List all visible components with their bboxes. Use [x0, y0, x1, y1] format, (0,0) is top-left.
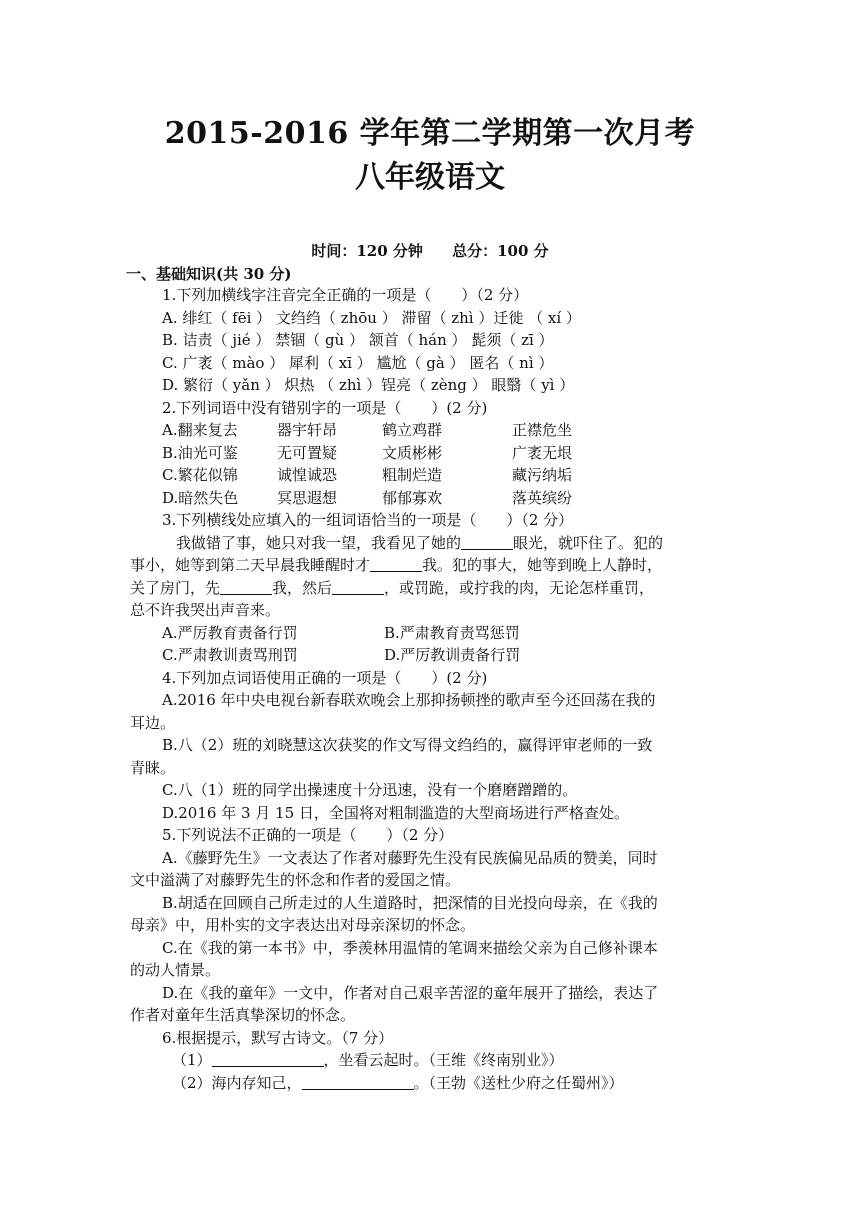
word: 正襟危坐: [512, 421, 573, 439]
text: 。（王勃《送杜少府之任蜀州》）: [413, 1073, 624, 1092]
word: 文质彬彬: [382, 443, 443, 462]
q3-passage-line2: [130, 554, 730, 577]
fill-blank: [461, 535, 513, 550]
q4-option-c: C.八（1）班的同学出操速度十分迅速，没有一个磨磨蹭蹭的。: [162, 781, 578, 799]
text: 我做错了事，她只对我一望，我看见了她的: [176, 533, 462, 552]
q5-option-c-cont: 的动人情景。: [130, 961, 221, 979]
q4-option-a-cont: 耳边。: [130, 713, 176, 732]
q6-line1: [130, 1049, 730, 1072]
word: A.翻来复去: [162, 421, 238, 439]
exam-subtitle: 八年级语文: [355, 160, 505, 195]
text: 关了房门，先: [130, 578, 221, 597]
word: 冥思遐想: [277, 488, 338, 507]
q3-stem: 3.下列横线处应填入的一组词语恰当的一项是（ ）（2 分）: [162, 511, 574, 529]
q3-option-a: A.严厉教育责备行罚: [162, 623, 298, 642]
word: D.暗然失色: [162, 488, 239, 507]
word: C.繁花似锦: [162, 466, 238, 484]
q2-option-d: [130, 487, 730, 510]
word: 粗制烂造: [382, 466, 443, 484]
q1-option-a: A. 绯红（ fēi ） 文绉绉（ zhōu ） 滞留（ zhì ）迁徙 （ xí ）: [162, 308, 581, 327]
word: 广袤无垠: [512, 443, 573, 462]
q2-stem: 2.下列词语中没有错别字的一项是（ ）(2 分): [162, 398, 488, 417]
word: 藏污纳垢: [512, 466, 573, 484]
q4-option-b-cont: 青睐。: [130, 758, 176, 777]
q5-option-b: B.胡适在回顾自己所走过的人生道路时，把深情的目光投向母亲，在《我的: [162, 893, 658, 912]
q2-option-c: [130, 464, 730, 487]
section-title: 一、基础知识(共 30 分): [126, 265, 292, 283]
q2-option-a: [130, 419, 730, 442]
fill-blank: [332, 580, 384, 595]
q3-passage-line1: [130, 532, 730, 555]
text: 事小，她等到第二天早晨我睡醒时才: [130, 556, 371, 574]
q3-options-row2: [130, 644, 730, 667]
q1-option-b: B. 诘责（ jié ） 禁锢（ gù ） 颔首（ hán ） 髭须（ zī ）: [162, 331, 554, 349]
word: 落英缤纷: [512, 488, 573, 507]
fill-blank: [370, 557, 422, 572]
q3-option-c: C.严肃教训责骂刑罚: [162, 646, 298, 664]
q2-option-b: [130, 442, 730, 465]
questions: [130, 284, 730, 1094]
q5-option-d: D.在《我的童年》一文中，作者对自己艰辛苦涩的童年展开了描绘，表达了: [162, 983, 659, 1002]
q3-passage-line4: 总不许我哭出声音来。: [130, 601, 281, 619]
q6-line2: [130, 1072, 730, 1095]
fill-blank: [220, 580, 272, 595]
text: 我，然后: [272, 578, 333, 597]
q3-passage-line3: [130, 577, 730, 600]
text: 眼光，就吓住了。犯的: [513, 533, 664, 552]
fill-blank: [212, 1052, 324, 1067]
q3-option-b: B.严肃教育责骂惩罚: [384, 623, 520, 642]
word: 无可置疑: [277, 443, 338, 462]
q5-option-c: C.在《我的第一本书》中，季羡林用温情的笔调来描绘父亲为自己修补课本: [162, 938, 658, 957]
q5-option-b-cont: 母亲》中，用朴实的文字表达出对母亲深切的怀念。: [130, 916, 476, 934]
q4-option-d: D.2016 年 3 月 15 日，全国将对粗制滥造的大型商场进行严格查处。: [162, 803, 629, 822]
text: 我。犯的事大，她等到晚上人静时，: [422, 556, 663, 574]
text: ，坐看云起时。（王维《终南别业》）: [323, 1051, 564, 1069]
exam-score: 总分：100 分: [452, 242, 549, 260]
q4-stem: 4.下列加点词语使用正确的一项是（ ）(2 分): [162, 668, 488, 687]
q3-options-row1: [130, 622, 730, 645]
q5-option-a-cont: 文中溢满了对藤野先生的怀念和作者的爱国之情。: [130, 871, 461, 889]
exam-meta: [0, 240, 860, 261]
word: 郁郁寡欢: [382, 488, 443, 507]
exam-time: 时间：120 分钟: [311, 242, 423, 260]
q3-option-d: D.严厉教训责备行罚: [384, 646, 521, 664]
q6-stem: 6.根据提示，默写古诗文。（7 分）: [162, 1028, 394, 1047]
q4-option-b: B.八（2）班的刘晓慧这次获奖的作文写得文绉绉的，赢得评审老师的一致: [162, 736, 653, 754]
word: 器宇轩昂: [277, 421, 338, 439]
q4-option-a: A.2016 年中央电视台新春联欢晚会上那抑扬顿挫的歌声至今还回荡在我的: [162, 691, 656, 709]
text: ，或罚跪，或拧我的肉，无论怎样重罚，: [384, 578, 655, 597]
q5-option-a: A.《藤野先生》一文表达了作者对藤野先生没有民族偏见品质的赞美，同时: [162, 848, 658, 867]
word: B.油光可鉴: [162, 443, 238, 462]
text: （1）: [172, 1051, 212, 1069]
word: 诚惶诚恐: [277, 466, 338, 484]
q5-stem: 5.下列说法不正确的一项是（ ）（2 分）: [162, 826, 454, 844]
word: 鹤立鸡群: [382, 421, 443, 439]
exam-title: 2015-2016 学年第二学期第一次月考: [164, 116, 696, 151]
q1-option-d: D. 繁衍（ yǎn ） 炽热 （ zhì ）锃亮（ zèng ） 眼翳（ yì ）: [162, 376, 575, 394]
q1-option-c: C. 广袤（ mào ） 犀利（ xī ） 尴尬（ gà ） 匿名（ nì ）: [162, 353, 554, 372]
fill-blank: [302, 1075, 414, 1090]
text: （2）海内存知己，: [172, 1073, 302, 1092]
q5-option-d-cont: 作者对童年生活真挚深切的怀念。: [130, 1006, 356, 1024]
q1-stem: 1.下列加横线字注音完全正确的一项是（ ）（2 分）: [162, 286, 529, 304]
